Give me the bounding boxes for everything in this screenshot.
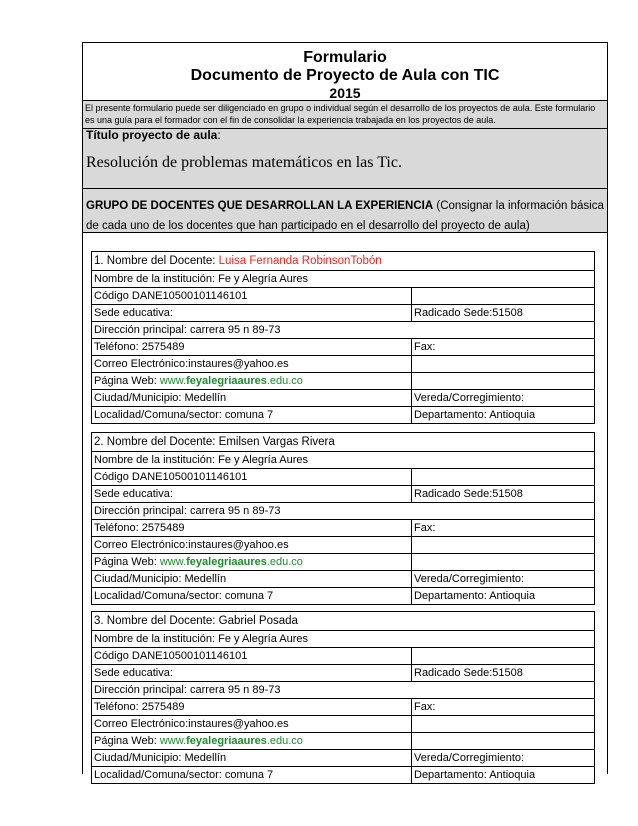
radicado-field: Radicado Sede:51508 xyxy=(412,665,595,682)
teacher-name-row xyxy=(92,612,595,631)
web-label: Página Web: xyxy=(94,375,160,387)
intro-text: El presente formulario puede ser diligenciado en grupo o individual según el desarrollo de los proyectos de aula. Este formulario es una guía para el formador con el fin de consolidar la experiencia trabajada en los proyectos de aula. xyxy=(83,101,607,129)
fax-field: Fax: xyxy=(412,520,595,537)
web-field xyxy=(92,554,412,571)
web-link-bold: feyalegriaaures xyxy=(186,735,267,747)
institution-field: Nombre de la institución: Fe y Alegría Aures xyxy=(92,271,595,288)
direccion-field: Dirección principal: carrera 95 n 89-73 xyxy=(92,322,595,339)
teacher-name: Luisa Fernanda RobinsonTobón xyxy=(218,255,382,267)
dane-field: Código DANE10500101146101 xyxy=(92,648,412,665)
sede-field: Sede educativa: xyxy=(92,305,412,322)
ciudad-field: Ciudad/Municipio: Medellín xyxy=(92,750,412,767)
vereda-field: Vereda/Corregimiento: xyxy=(412,390,595,407)
form-header xyxy=(83,43,607,101)
correo-extra xyxy=(412,716,595,733)
direccion-field: Dirección principal: carrera 95 n 89-73 xyxy=(92,682,595,699)
telefono-field: Teléfono: 2575489 xyxy=(92,339,412,356)
web-link-post: .edu.co xyxy=(266,556,303,568)
ciudad-field: Ciudad/Municipio: Medellín xyxy=(92,571,412,588)
web-link[interactable] xyxy=(160,556,303,568)
teacher-card-3 xyxy=(91,611,594,784)
form-year: 2015 xyxy=(329,85,361,101)
radicado-field: Radicado Sede:51508 xyxy=(412,486,595,503)
project-title-label-colon: : xyxy=(217,128,221,142)
web-extra xyxy=(412,373,595,390)
departamento-field: Departamento: Antioquia xyxy=(412,588,595,605)
web-link-pre: www. xyxy=(159,556,187,568)
departamento-field: Departamento: Antioquia xyxy=(412,767,595,784)
project-title-label xyxy=(86,129,604,142)
web-link[interactable] xyxy=(160,375,303,387)
direccion-field: Dirección principal: carrera 95 n 89-73 xyxy=(92,503,595,520)
teacher-name-label: 1. Nombre del Docente: xyxy=(94,255,219,267)
sede-field: Sede educativa: xyxy=(92,665,412,682)
grupo-docentes-bold: GRUPO DE DOCENTES QUE DESARROLLAN LA EXPERIENCIA xyxy=(86,200,434,212)
teacher-name-label: 3. Nombre del Docente: xyxy=(94,615,219,627)
correo-extra xyxy=(412,356,595,373)
form-subtitle: Documento de Proyecto de Aula con TIC xyxy=(190,67,500,84)
web-link-bold: feyalegriaaures xyxy=(186,375,267,387)
institution-field: Nombre de la institución: Fe y Alegría Aures xyxy=(92,631,595,648)
grupo-docentes-note: (Consignar la información básica de cada uno de los docentes que han participado en el desarrollo del proyecto de aula) xyxy=(86,200,604,232)
dane-field: Código DANE10500101146101 xyxy=(92,469,412,486)
web-field xyxy=(92,373,412,390)
web-label: Página Web: xyxy=(94,556,160,568)
dane-extra xyxy=(412,288,595,305)
teacher-name-label: 2. Nombre del Docente: xyxy=(94,436,219,448)
correo-field: Correo Electrónico:instaures@yahoo.es xyxy=(92,716,412,733)
correo-field: Correo Electrónico:instaures@yahoo.es xyxy=(92,356,412,373)
radicado-field: Radicado Sede:51508 xyxy=(412,305,595,322)
teacher-name-row xyxy=(92,252,595,271)
localidad-field: Localidad/Comuna/sector: comuna 7 xyxy=(92,407,412,424)
correo-extra xyxy=(412,537,595,554)
web-link-pre: www. xyxy=(159,375,187,387)
form-title: Formulario xyxy=(303,49,387,66)
web-label: Página Web: xyxy=(94,735,160,747)
fax-field: Fax: xyxy=(412,699,595,716)
vereda-field: Vereda/Corregimiento: xyxy=(412,750,595,767)
ciudad-field: Ciudad/Municipio: Medellín xyxy=(92,390,412,407)
teacher-name: Gabriel Posada xyxy=(218,615,298,627)
web-link[interactable] xyxy=(160,735,303,747)
vereda-field: Vereda/Corregimiento: xyxy=(412,571,595,588)
departamento-field: Departamento: Antioquia xyxy=(412,407,595,424)
web-link-post: .edu.co xyxy=(266,735,303,747)
dane-field: Código DANE10500101146101 xyxy=(92,288,412,305)
sede-field: Sede educativa: xyxy=(92,486,412,503)
teacher-card-2 xyxy=(91,432,594,605)
localidad-field: Localidad/Comuna/sector: comuna 7 xyxy=(92,767,412,784)
web-extra xyxy=(412,554,595,571)
telefono-field: Teléfono: 2575489 xyxy=(92,699,412,716)
web-link-post: .edu.co xyxy=(266,375,303,387)
project-title-value: Resolución de problemas matemáticos en las Tic. xyxy=(86,154,402,171)
project-title-block xyxy=(83,129,607,189)
web-link-pre: www. xyxy=(159,735,187,747)
project-title-label-text: Título proyecto de aula xyxy=(86,128,218,142)
web-extra xyxy=(412,733,595,750)
web-link-bold: feyalegriaaures xyxy=(186,556,267,568)
correo-field: Correo Electrónico:instaures@yahoo.es xyxy=(92,537,412,554)
dane-extra xyxy=(412,469,595,486)
teacher-card-1 xyxy=(91,251,594,424)
web-field xyxy=(92,733,412,750)
fax-field: Fax: xyxy=(412,339,595,356)
teacher-name-row xyxy=(92,433,595,452)
dane-extra xyxy=(412,648,595,665)
localidad-field: Localidad/Comuna/sector: comuna 7 xyxy=(92,588,412,605)
grupo-docentes-heading xyxy=(83,189,607,233)
institution-field: Nombre de la institución: Fe y Alegría Aures xyxy=(92,452,595,469)
telefono-field: Teléfono: 2575489 xyxy=(92,520,412,537)
teacher-name: Emilsen Vargas Rivera xyxy=(218,436,335,448)
